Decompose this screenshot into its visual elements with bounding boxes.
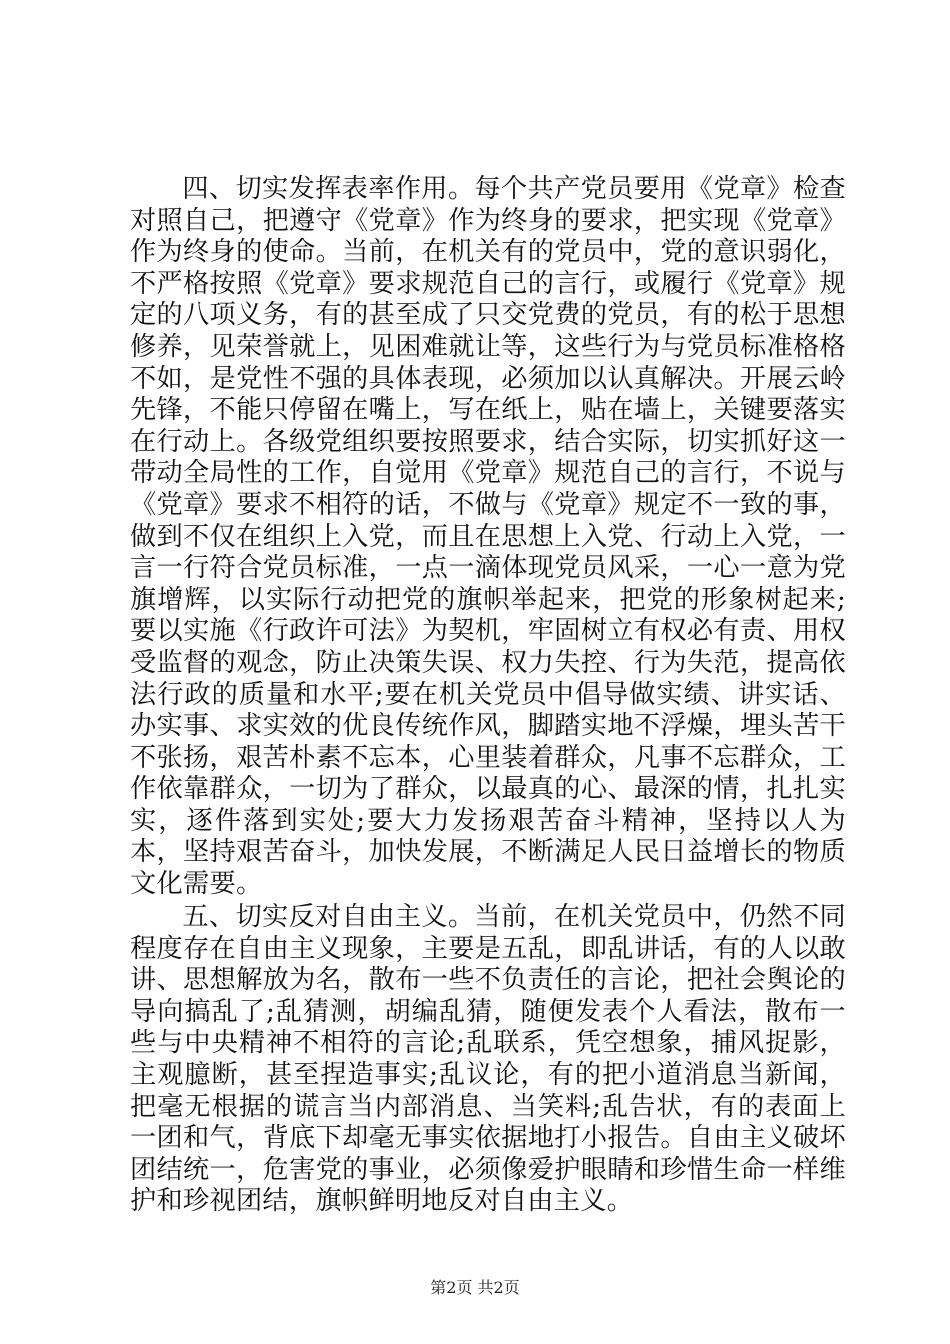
paragraph-section-four: 四、切实发挥表率作用。每个共产党员要用《党章》检查对照自己，把遵守《党章》作为终身的要求，把实现《党章》作为终身的使命。当前，在机关有的党员中，党的意识弱化，不严格按照《党章》要求规范自己的言行，或履行《党章》规定的八项义务，有的甚至成了只交党费的党员，有的松于思想修养，见荣誉就上，见困难就让等，这些行为与党员标准格格不如，是党性不强的具体表现，必须加以认真解决。开展云岭先锋，不能只停留在嘴上，写在纸上，贴在墙上，关键要落实在行动上。各级党组织要按照要求，结合实际，切实抓好这一带动全局性的工作，自觉用《党章》规范自己的言行，不说与《党章》要求不相符的话，不做与《党章》规定不一致的事，做到不仅在组织上入党，而且在思想上入党、行动上入党，一言一行符合党员标准，一点一滴体现党员风采，一心一意为党旗增辉，以实际行动把党的旗帜举起来，把党的形象树起来;要以实施《行政许可法》为契机，牢固树立有权必有责、用权受监督的观念，防止决策失误、权力失控、行为失范，提高依法行政的质量和水平;要在机关党员中倡导做实绩、讲实话、办实事、求实效的优良传统作风，脚踏实地不浮燥，埋头苦干不张扬，艰苦朴素不忘本，心里装着群众，凡事不忘群众，工作依靠群众，一切为了群众，以最真的心、最深的情，扎扎实实，逐件落到实处;要大力发扬艰苦奋斗精神，坚持以人为本，坚持艰苦奋斗，加快发展，不断满足人民日益增长的物质文化需要。 xyxy=(130,174,846,900)
paragraph-section-five: 五、切实反对自由主义。当前，在机关党员中，仍然不同程度存在自由主义现象，主要是五乱，即乱讲话，有的人以敢讲、思想解放为名，散布一些不负责任的言论，把社会舆论的导向搞乱了;乱猜测，胡编乱猜，随便发表个人看法，散布一些与中央精神不相符的言论;乱联系，凭空想象，捕风捉影，主观臆断，甚至捏造事实;乱议论，有的把小道消息当新闻，把毫无根据的谎言当内部消息、当笑料;乱告状，有的表面上一团和气，背底下却毫无事实依据地打小报告。自由主义破坏团结统一，危害党的事业，必须像爱护眼睛和珍惜生命一样维护和珍视团结，旗帜鲜明地反对自由主义。 xyxy=(130,902,846,1217)
page-number-footer: 第2页 共2页 xyxy=(430,1278,520,1297)
